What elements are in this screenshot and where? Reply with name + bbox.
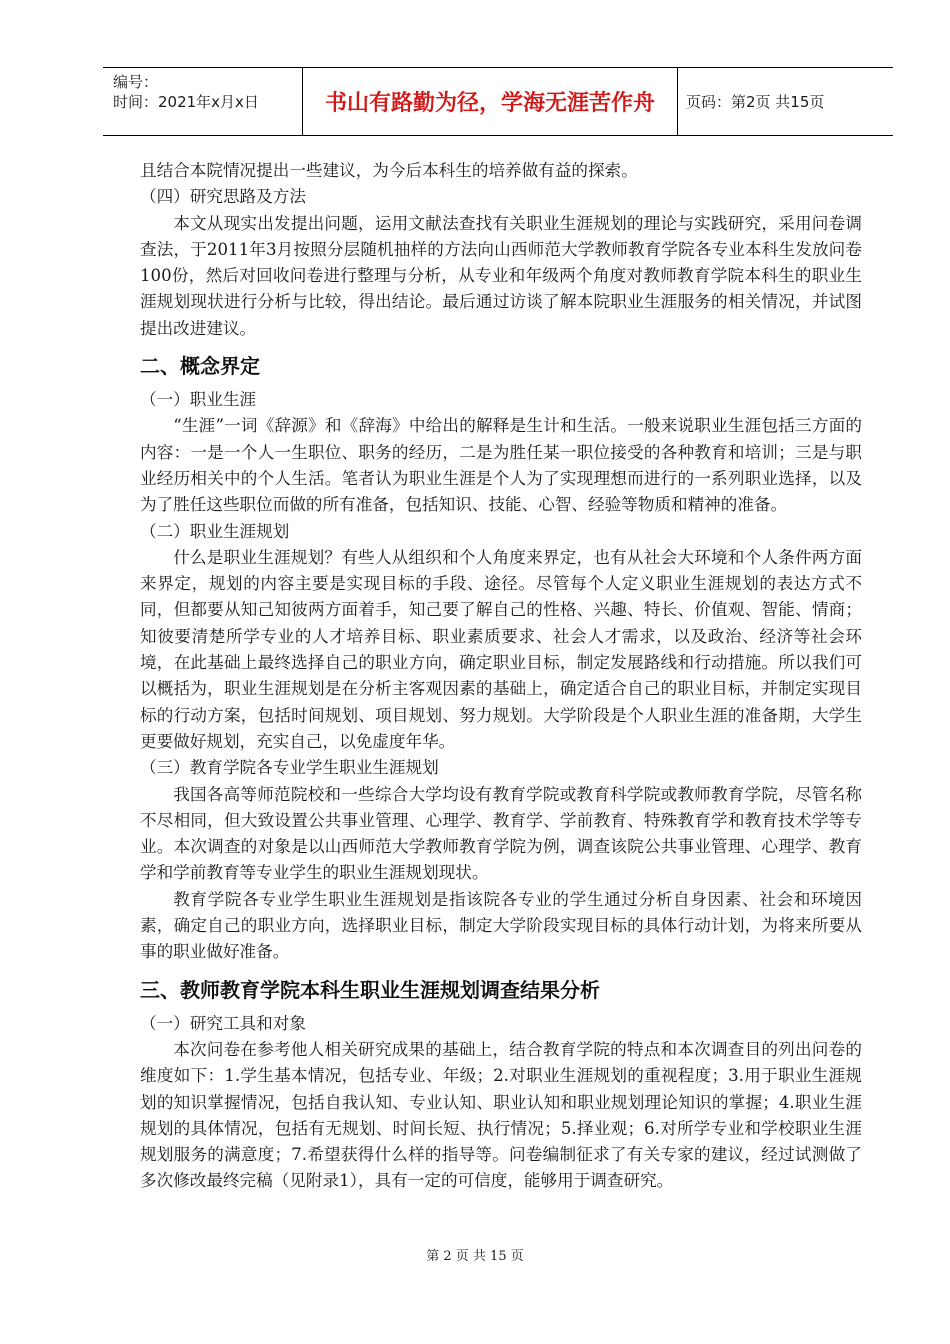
paragraph: “生涯”一词《辞源》和《辞海》中给出的解释是生计和生活。一般来说职业生涯包括三方面的内容：一是一个人一生职位、职务的经历，二是为胜任某一职位接受的各种教育和培训；三是与职业经历相关中的个人生活。笔者认为职业生涯是个人为了实现理想而进行的一系列职业选择，以及为了胜任这些职位而做的所有准备，包括知识、技能、心智、经验等物质和精神的准备。 (140, 416, 862, 515)
paragraph: 我国各高等师范院校和一些综合大学均设有教育学院或教育科学院或教师教育学院，尽管名称不尽相同，但大致设置公共事业管理、心理学、教育学、学前教育、特殊教育学和教育技术学等专业。本次调查的对象是以山西师范大学教师教育学院为例，调查该院公共事业管理、心理学、教育学和学前教育等专业学生的职业生涯规划现状。 (140, 784, 862, 883)
subheading: （三）教育学院各专业学生职业生涯规划 (140, 758, 439, 778)
section-heading: 三、教师教育学院本科生职业生涯规划调查结果分析 (140, 977, 600, 1002)
subheading: （一）研究工具和对象 (140, 1013, 306, 1033)
paragraph: 什么是职业生涯规划？有些人从组织和个人角度来界定，也有从社会大环境和个人条件两方面来界定，规划的内容主要是实现目标的手段、途径。尽管每个人定义职业生涯规划的表达方式不同，但都要从知己知彼两方面着手，知己要了解自己的性格、兴趣、特长、价值观、智能、情商；知彼要清楚所学专业的人才培养目标、职业素质要求、社会人才需求，以及政治、经济等社会环境，在此基础上最终选择自己的职业方向，确定职业目标，制定发展路线和行动措施。所以我们可以概括为，职业生涯规划是在分析主客观因素的基础上，确定适合自己的职业目标，并制定实现目标的行动方案，包括时间规划、项目规划、努力规划。大学阶段是个人职业生涯的准备期，大学生更要做好规划，充实自己，以免虚度年华。 (140, 547, 862, 751)
subheading: （二）职业生涯规划 (140, 521, 290, 541)
page-footer: 第 2 页 共 15 页 (426, 1249, 524, 1264)
section-heading: 二、概念界定 (140, 354, 260, 379)
paragraph: 本次问卷在参考他人相关研究成果的基础上，结合教育学院的特点和本次调查目的列出问卷的维度如下：1.学生基本情况，包括专业、年级；2.对职业生涯规划的重视程度；3.用于职业生涯规划的知识掌握情况，包括自我认知、专业认知、职业认知和职业规划理论知识的掌握；4.职业生涯规划的具体情况，包括有无规划、时间长短、执行情况；5.择业观；6.对所学专业和学校职业生涯规划服务的满意度；7.希望获得什么样的指导等。问卷编制征求了有关专家的建议，经过试测做了多次修改最终完稿（见附录1），具有一定的可信度，能够用于调查研究。 (140, 1039, 862, 1191)
header-page-label: 页码：第2页 共15页 (686, 93, 825, 111)
page-content (140, 158, 862, 1195)
header-motto: 书山有路勤为径，学海无涯苦作舟 (303, 68, 678, 135)
subheading: （四）研究思路及方法 (140, 187, 306, 207)
paragraph: 本文从现实出发提出问题，运用文献法查找有关职业生涯规划的理论与实践研究，采用问卷调查法，于2011年3月按照分层随机抽样的方法向山西师范大学教师教育学院各专业本科生发放问卷100份，然后对回收问卷进行整理与分析，从专业和年级两个角度对教师教育学院本科生的职业生涯规划现状进行分析与比较，得出结论。最后通过访谈了解本院职业生涯服务的相关情况，并试图提出改进建议。 (140, 213, 862, 338)
time-label: 时间：2021年x月x日 (113, 93, 259, 111)
number-label: 编号： (113, 73, 159, 91)
paragraph: 且结合本院情况提出一些建议，为今后本科生的培养做有益的探索。 (140, 161, 638, 180)
header-meta (103, 68, 303, 135)
paragraph: 教育学院各专业学生职业生涯规划是指该院各专业的学生通过分析自身因素、社会和环境因素，确定自己的职业方向，选择职业目标，制定大学阶段实现目标的具体行动计划，为将来所要从事的职业做好准备。 (140, 889, 862, 962)
subheading: （一）职业生涯 (140, 390, 257, 410)
document-header (103, 67, 893, 136)
